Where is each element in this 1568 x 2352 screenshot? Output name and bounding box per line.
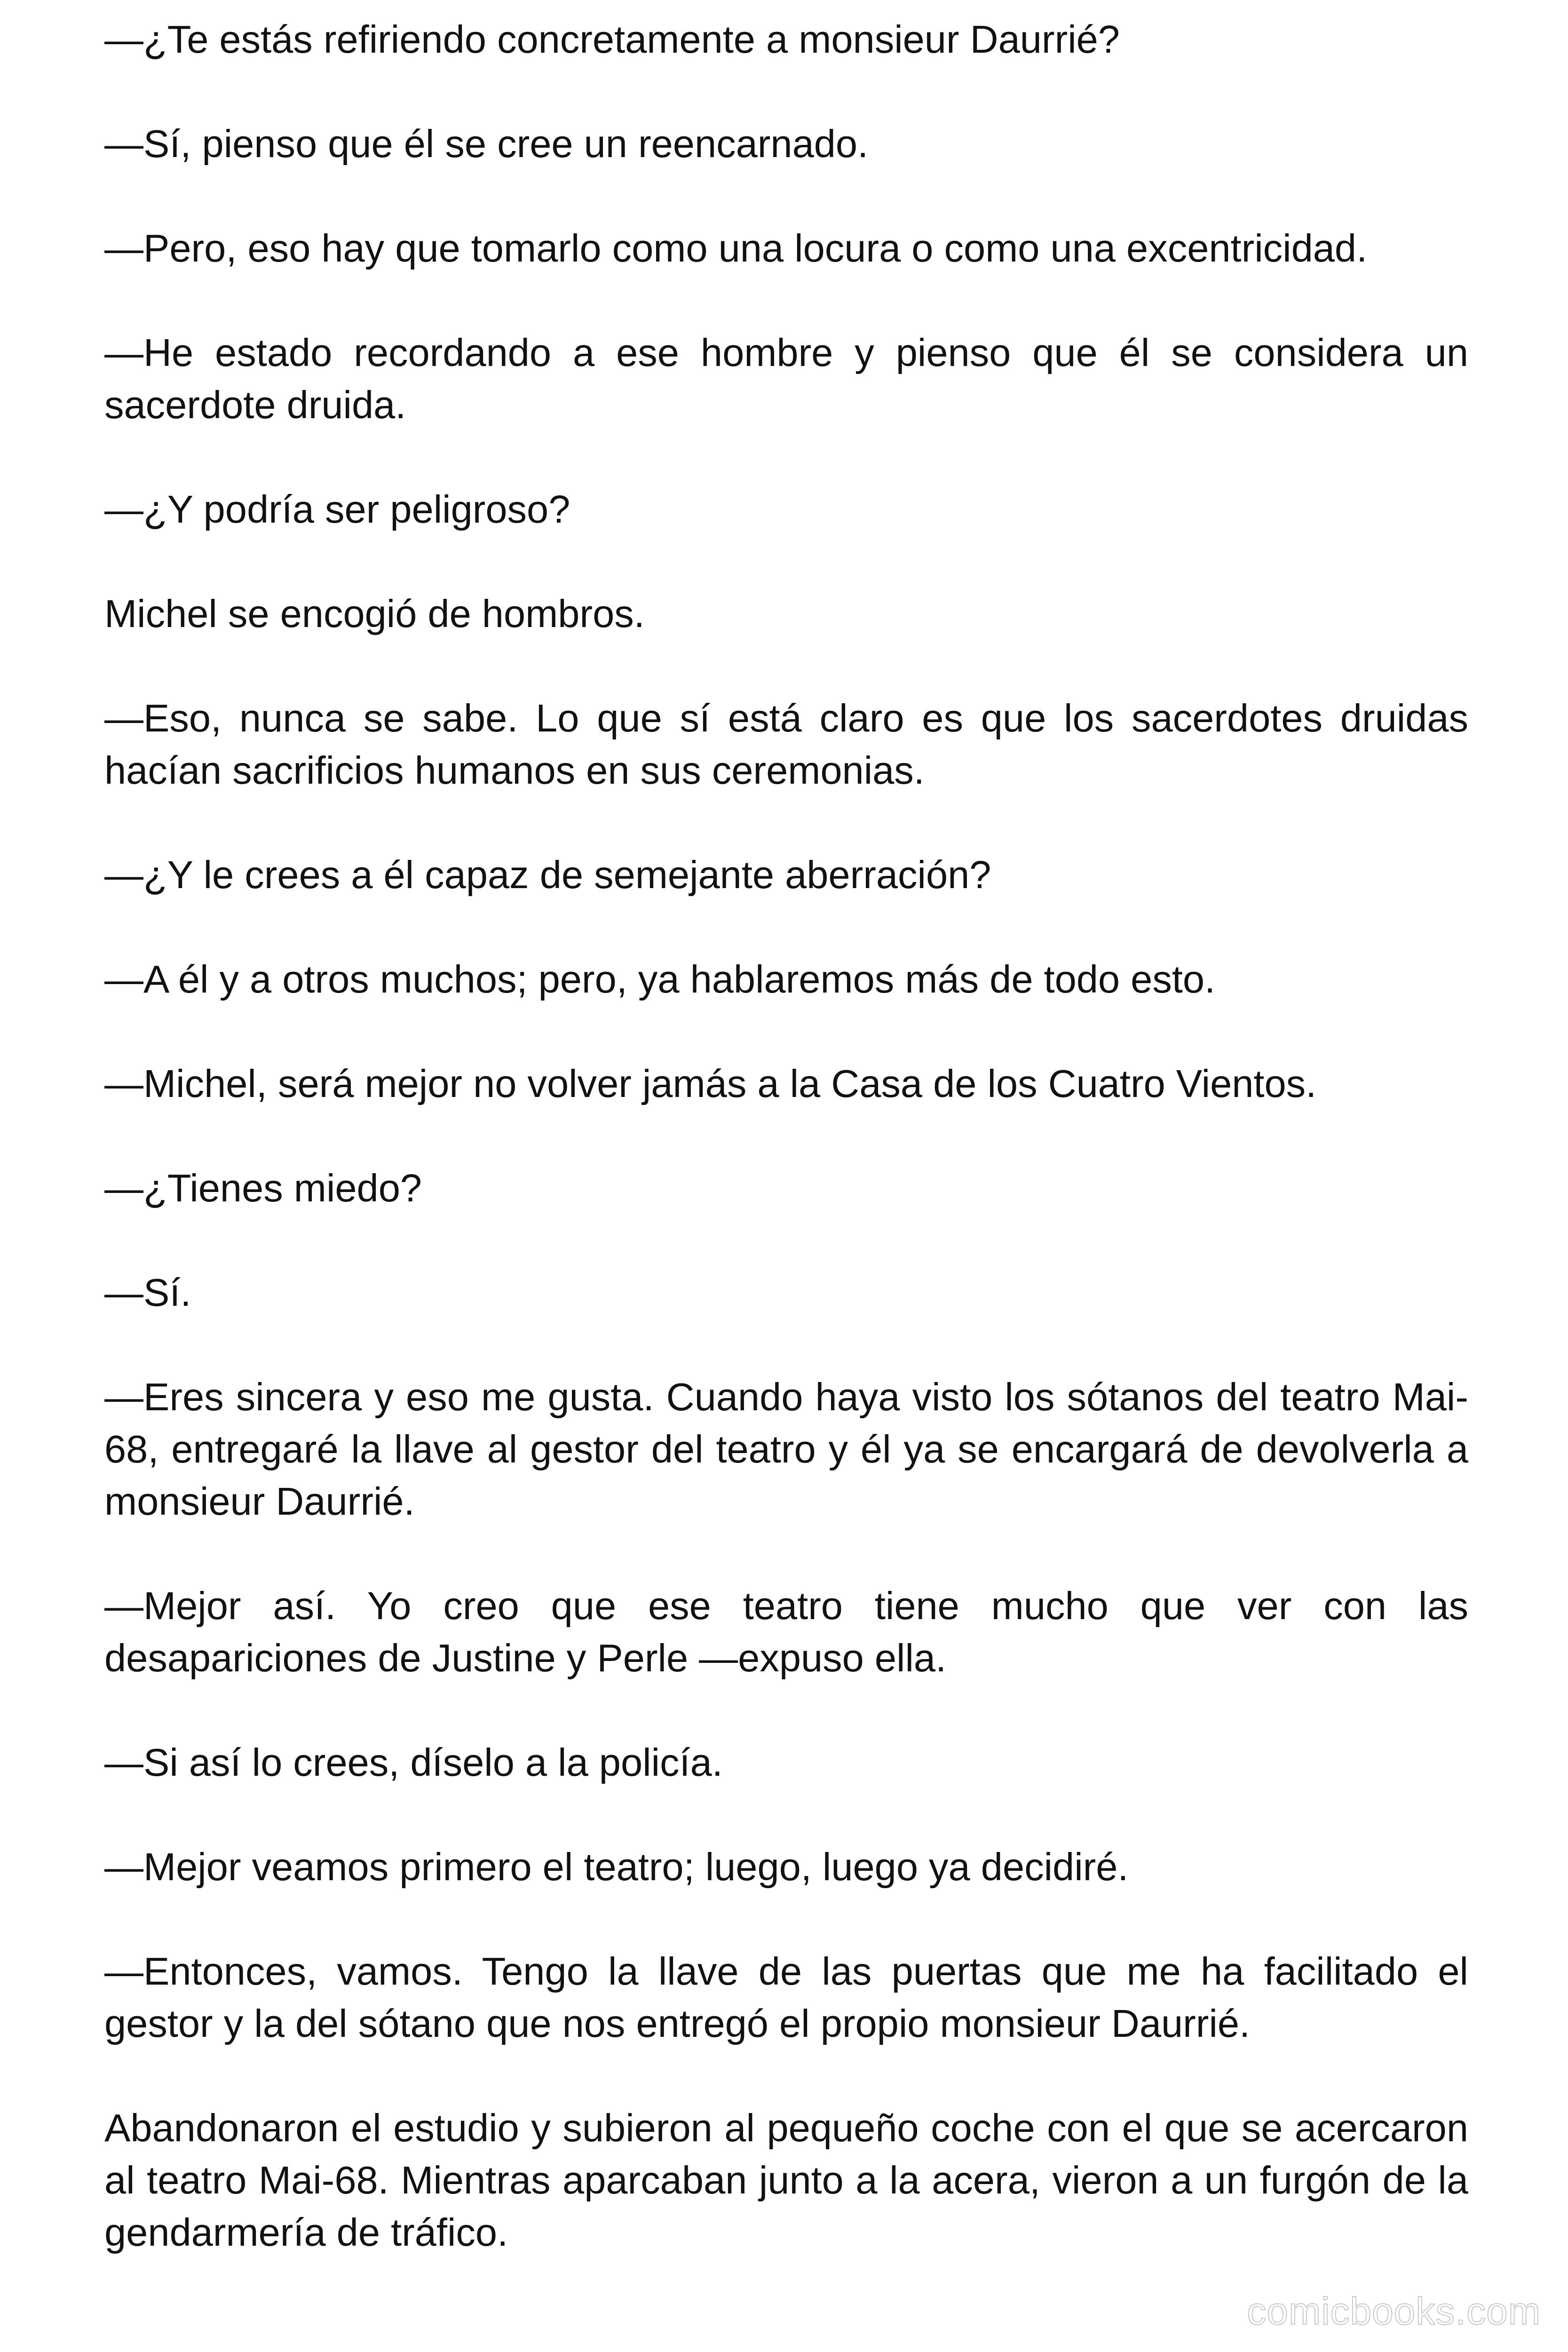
paragraph: —Mejor así. Yo creo que ese teatro tiene mucho que ver con las desapariciones de Justine y Perle —expuso ella. [104,1584,1468,1680]
paragraph: Abandonaron el estudio y subieron al pequeño coche con el que se acercaron al teatro Mai-68. Mientras aparcaban junto a la acera, vieron a un furgón de la gendarmería de tráfico. [104,2106,1468,2254]
paragraph: —Eres sincera y eso me gusta. Cuando haya visto los sótanos del teatro Mai-68, entregaré la llave al gestor del teatro y él ya se encargará de devolverla a monsieur Daurrié. [104,1375,1468,1523]
paragraph: —Sí. [104,1271,191,1314]
paragraph: —Si así lo crees, díselo a la policía. [104,1740,723,1784]
paragraph: —Eso, nunca se sabe. Lo que sí está claro es que los sacerdotes druidas hacían sacrificios humanos en sus ceremonias. [104,696,1468,792]
paragraph: —¿Y le crees a él capaz de semejante aberración? [104,853,991,897]
book-page [104,13,1468,2258]
paragraph: —A él y a otros muchos; pero, ya hablaremos más de todo esto. [104,957,1216,1001]
paragraph: —¿Y podría ser peligroso? [104,487,570,531]
paragraph: —¿Tienes miedo? [104,1166,422,1210]
paragraph: —Mejor veamos primero el teatro; luego, luego ya decidiré. [104,1845,1129,1889]
paragraph: —Entonces, vamos. Tengo la llave de las puertas que me ha facilitado el gestor y la del sótano que nos entregó el propio monsieur Daurrié. [104,1949,1468,2045]
paragraph: Michel se encogió de hombros. [104,592,645,636]
paragraph: —He estado recordando a ese hombre y pienso que él se considera un sacerdote druida. [104,331,1468,427]
paragraph: —Sí, pienso que él se cree un reencarnado. [104,122,869,166]
paragraph: —Pero, eso hay que tomarlo como una locura o como una excentricidad. [104,226,1368,270]
watermark: comicbooks.com [1247,2290,1541,2333]
paragraph: —¿Te estás refiriendo concretamente a monsieur Daurrié? [104,17,1120,61]
paragraph: —Michel, será mejor no volver jamás a la Casa de los Cuatro Vientos. [104,1062,1317,1105]
